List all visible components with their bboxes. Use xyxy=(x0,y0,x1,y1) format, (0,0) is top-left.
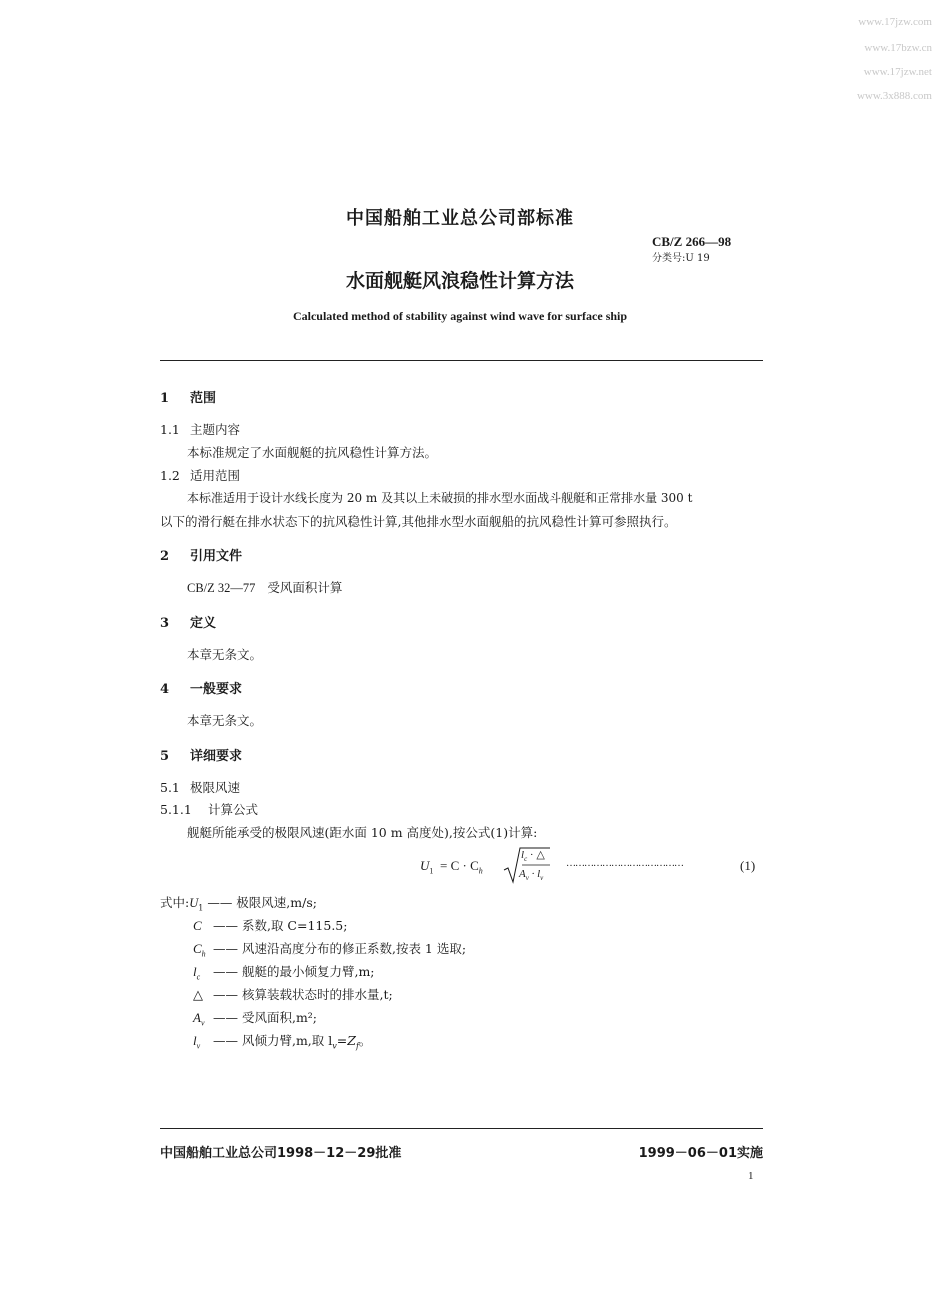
section-4-text: 本章无条文。 xyxy=(187,713,263,728)
implementation-date: 1999－06－01实施 xyxy=(638,1146,763,1161)
formula-denominator: $A_v \cdot l_v$ xyxy=(519,868,544,883)
standard-code: CB/Z 266—98 xyxy=(652,234,732,249)
definition-row-U1: 式中$:U_1$ —— 极限风速,m/s; xyxy=(160,895,317,913)
section-3-heading: 3 定义 xyxy=(160,616,217,631)
approval-date: 中国船舶工业总公司1998－12－29批准 xyxy=(160,1146,402,1161)
section-5-1-1-heading: 5.1.1 计算公式 xyxy=(160,802,259,817)
definition-row-Av: $A_v$ —— 受风面积,m²; xyxy=(193,1010,318,1028)
section-5-1-1-text: 舰艇所能承受的极限风速(距水面 10 m 高度处),按公式(1)计算: xyxy=(187,825,538,840)
section-2-heading: 2 引用文件 xyxy=(160,549,243,564)
formula-leader-dots: ………………………………… xyxy=(566,858,683,869)
definition-row-C: C —— 系数,取 C=115.5; xyxy=(193,918,348,933)
formula-lhs: $U_1$ xyxy=(420,858,434,876)
classification-number: 分类号:U 19 xyxy=(652,253,710,264)
section-1-2-heading: 1.2 适用范围 xyxy=(160,468,241,483)
section-1-1-text: 本标准规定了水面舰艇的抗风稳性计算方法。 xyxy=(187,445,438,460)
section-1-2-text-line1: 本标准适用于设计水线长度为 20 m 及其以上未破损的排水型水面战斗舰艇和正常排水量 300 t xyxy=(187,491,693,505)
section-1-1-heading: 1.1 主题内容 xyxy=(160,422,241,437)
document-title-en: Calculated method of stability against wind wave for surface ship xyxy=(292,309,628,323)
section-1-heading: 1 范围 xyxy=(160,391,217,406)
formula-middle: = $C \cdot C_h$ xyxy=(440,858,483,876)
watermark-1: www.17jzw.com xyxy=(858,16,932,28)
section-3-text: 本章无条文。 xyxy=(187,647,263,662)
watermark-3: www.17jzw.net xyxy=(863,66,932,78)
footer-divider xyxy=(160,1128,763,1129)
formula-numerator: $l_c$ · △ xyxy=(521,849,545,864)
header-divider xyxy=(160,360,763,361)
definition-row-displacement: △ —— 核算装载状态时的排水量,t; xyxy=(193,987,393,1002)
section-5-heading: 5 详细要求 xyxy=(160,749,243,764)
org-standard-heading: 中国船舶工业总公司部标准 xyxy=(346,208,574,229)
definition-row-lc: $l_c$ —— 舰艇的最小倾复力臂,m; xyxy=(193,964,375,982)
section-1-2-text-line2: 以下的滑行艇在排水状态下的抗风稳性计算,其他排水型水面舰船的抗风稳性计算可参照执行。 xyxy=(160,514,677,529)
document-title-cn: 水面舰艇风浪稳性计算方法 xyxy=(345,270,574,292)
watermark-2: www.17bzw.cn xyxy=(864,42,932,54)
page-number: 1 xyxy=(748,1170,754,1182)
referenced-document: CB/Z 32—77 受风面积计算 xyxy=(187,580,343,595)
section-4-heading: 4 一般要求 xyxy=(160,682,243,697)
definition-row-lv: $l_v$ —— 风倾力臂,m,取 $l_v=Z_f$。 xyxy=(193,1033,372,1051)
definition-row-Ch: $C_h$ —— 风速沿高度分布的修正系数,按表 1 选取; xyxy=(193,941,467,959)
section-5-1-heading: 5.1 极限风速 xyxy=(160,780,241,795)
formula-equation-number: (1) xyxy=(740,858,756,873)
watermark-4: www.3x888.com xyxy=(856,90,932,102)
